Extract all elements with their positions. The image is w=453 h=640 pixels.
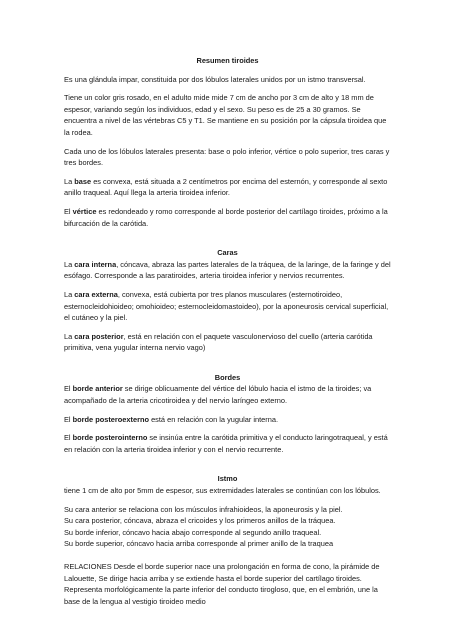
text-span: El <box>64 384 73 394</box>
istmo-paragraph: tiene 1 cm de alto por 5mm de espesor, sus extremidades laterales se continúan con los lóbulos. <box>64 486 381 496</box>
istmo-line: Su cara posterior, cóncava, abraza el cricoides y los primeros anillos de la tráquea. <box>64 516 336 526</box>
istmo-line: Su borde inferior, cóncavo hacia abajo corresponde al segundo anillo traqueal. <box>64 527 322 537</box>
text-span: El <box>64 206 73 216</box>
section-heading-istmo: Istmo <box>217 474 238 484</box>
cara-posterior-paragraph <box>64 331 391 354</box>
text-span: El <box>64 433 73 443</box>
bold-term: cara interna <box>74 259 117 269</box>
text-span: La <box>64 176 75 186</box>
istmo-line: Su borde superior, cóncavo hacia arriba corresponde al primer anillo de la traquea <box>64 539 334 549</box>
vertice-paragraph <box>64 206 391 229</box>
bold-term: borde posterointerno <box>72 433 148 443</box>
spacer <box>64 236 391 247</box>
spacer <box>64 361 391 372</box>
intro-paragraph-1: Es una glándula impar, constituida por dos lóbulos laterales unidos por un istmo transversal. <box>64 74 366 84</box>
borde-posteroexterno-paragraph <box>64 414 391 426</box>
text-span: , convexa, está cubierta por tres planos musculares (esternotiroideo, esternocleidohioideo; omohioideo; esternocleidomastoideo), por la aponeurosis cervical superficial, el cutáneo y la piel. <box>64 289 389 323</box>
borde-posterointerno-paragraph <box>64 432 391 455</box>
intro-paragraph-3: Cada uno de los lóbulos laterales presenta: base o polo inferior, vértice o polo superior, tres caras y tres bordes. <box>64 146 390 168</box>
text-span: es redondeado y romo corresponde al borde posterior del cartílago tiroides, próximo a la bifurcación de la carótida. <box>64 206 388 228</box>
text-span: La <box>64 289 75 299</box>
bold-term: cara externa <box>74 289 118 299</box>
section-heading-caras: Caras <box>217 248 238 258</box>
bold-term: base <box>74 176 92 186</box>
relaciones-paragraph: RELACIONES Desde el borde superior nace una prolongación en forma de cono, la pirámide de Lalouette, Se dirige hacia arriba y se extiende hasta el borde superior del cartílago tiroides. Representa morfológicamente la parte inferior del conducto tirogloso, que, en el embrión, une la base de la lengua al vestigio tiroideo medio <box>64 562 380 606</box>
bold-term: vértice <box>72 206 97 216</box>
text-span: está en relación con la yugular interna. <box>149 414 279 424</box>
text-span: es convexa, está situada a 2 centímetros por encima del esternón, y corresponde al sexto anillo traqueal. Aquí llega la arteria tiroidea inferior. <box>64 176 388 198</box>
intro-paragraph-2: Tiene un color gris rosado, en el adulto mide mide 7 cm de ancho por 3 cm de alto y 18 mm de espesor, variando según los individuos, edad y el sexo. Su peso es de 25 a 30 gramos. Se encuentra a nivel de las vértebras C5 y T1. Se mantiene en su posición por la cápsula tiroidea que la rodea. <box>64 93 387 137</box>
section-heading-bordes: Bordes <box>214 372 241 382</box>
text-span: se dirige oblicuamente del vértice del lóbulo hacia el istmo de la tiroides; va acompañado de la arteria cricotiroidea y del nervio laríngeo externo. <box>64 384 372 406</box>
text-span: , está en relación con el paquete vasculonervioso del cuello (arteria carótida primitiva, vena yugular interna nervio vago) <box>64 331 373 353</box>
text-span: El <box>64 414 73 424</box>
cara-interna-paragraph <box>64 259 391 282</box>
base-paragraph <box>64 176 391 199</box>
document-title: Resumen tiroides <box>196 56 259 65</box>
istmo-lines <box>64 504 391 550</box>
bold-term: borde posteroexterno <box>72 414 150 424</box>
bold-term: borde anterior <box>72 384 123 394</box>
spacer <box>64 462 391 473</box>
text-span: La <box>64 259 75 269</box>
text-span: se insinúa entre la carótida primitiva y el conducto laringotraqueal, y está en relación con la arteria tiroidea inferior y con el nervio recurrente. <box>64 433 388 454</box>
istmo-line: Su cara anterior se relaciona con los músculos infrahioideos, la aponeurosis y la piel. <box>64 504 343 514</box>
text-span: La <box>64 331 75 341</box>
text-span: , cóncava, abraza las partes laterales de la tráquea, de la laringe, de la faringe y del esófago. Corresponde a las paratiroides, arteria tiroidea inferior y nervios recurrentes. <box>64 259 391 281</box>
bold-term: cara posterior <box>74 331 124 341</box>
cara-externa-paragraph <box>64 289 391 324</box>
borde-anterior-paragraph <box>64 383 391 406</box>
